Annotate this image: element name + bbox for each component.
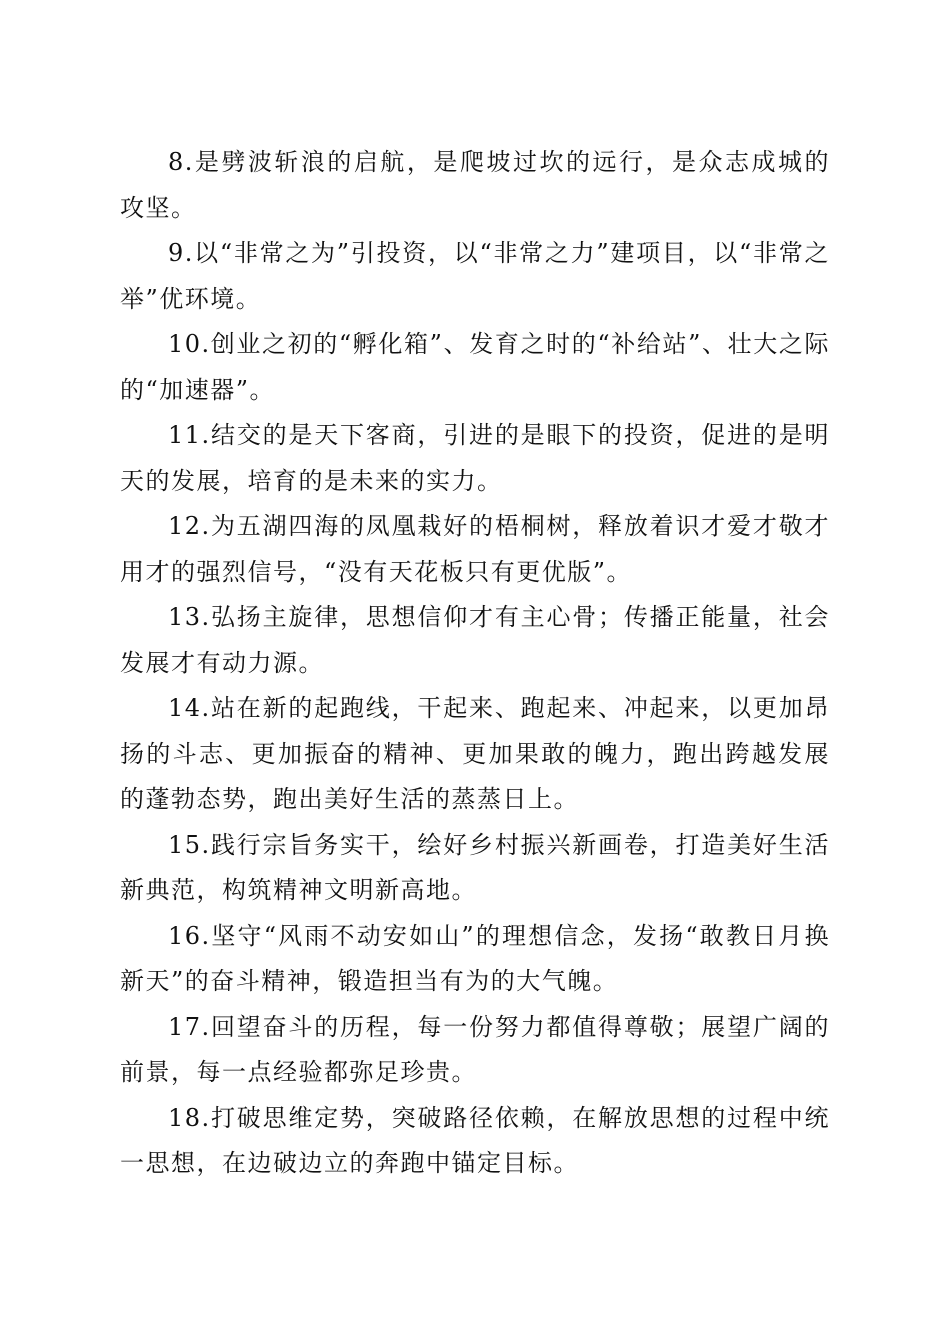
- paragraph-9: 9.以“非常之为”引投资，以“非常之力”建项目，以“非常之举”优环境。: [120, 239, 830, 313]
- paragraph-8: 8.是劈波斩浪的启航，是爬坡过坎的远行，是众志成城的攻坚。: [120, 148, 830, 222]
- paragraph-15: 15.践行宗旨务实干，绘好乡村振兴新画卷，打造美好生活新典范，构筑精神文明新高地。: [120, 830, 830, 904]
- paragraph-10: 10.创业之初的“孵化箱”、发育之时的“补给站”、壮大之际的“加速器”。: [120, 330, 830, 404]
- document-body: [120, 140, 830, 1187]
- paragraph-16: 16.坚守“风雨不动安如山”的理想信念，发扬“敢教日月换新天”的奋斗精神，锻造担当有为的大气魄。: [120, 921, 830, 995]
- paragraph-17: 17.回望奋斗的历程，每一份努力都值得尊敬；展望广阔的前景，每一点经验都弥足珍贵。: [120, 1012, 830, 1086]
- paragraph-12: 12.为五湖四海的凤凰栽好的梧桐树，释放着识才爱才敬才用才的强烈信号，“没有天花板只有更优版”。: [120, 512, 830, 586]
- paragraph-11: 11.结交的是天下客商，引进的是眼下的投资，促进的是明天的发展，培育的是未来的实力。: [120, 421, 830, 495]
- paragraph-14: 14.站在新的起跑线，干起来、跑起来、冲起来，以更加昂扬的斗志、更加振奋的精神、更加果敢的魄力，跑出跨越发展的蓬勃态势，跑出美好生活的蒸蒸日上。: [120, 694, 830, 813]
- paragraph-13: 13.弘扬主旋律，思想信仰才有主心骨；传播正能量，社会发展才有动力源。: [120, 603, 830, 677]
- paragraph-18: 18.打破思维定势，突破路径依赖，在解放思想的过程中统一思想，在边破边立的奔跑中锚定目标。: [120, 1103, 830, 1177]
